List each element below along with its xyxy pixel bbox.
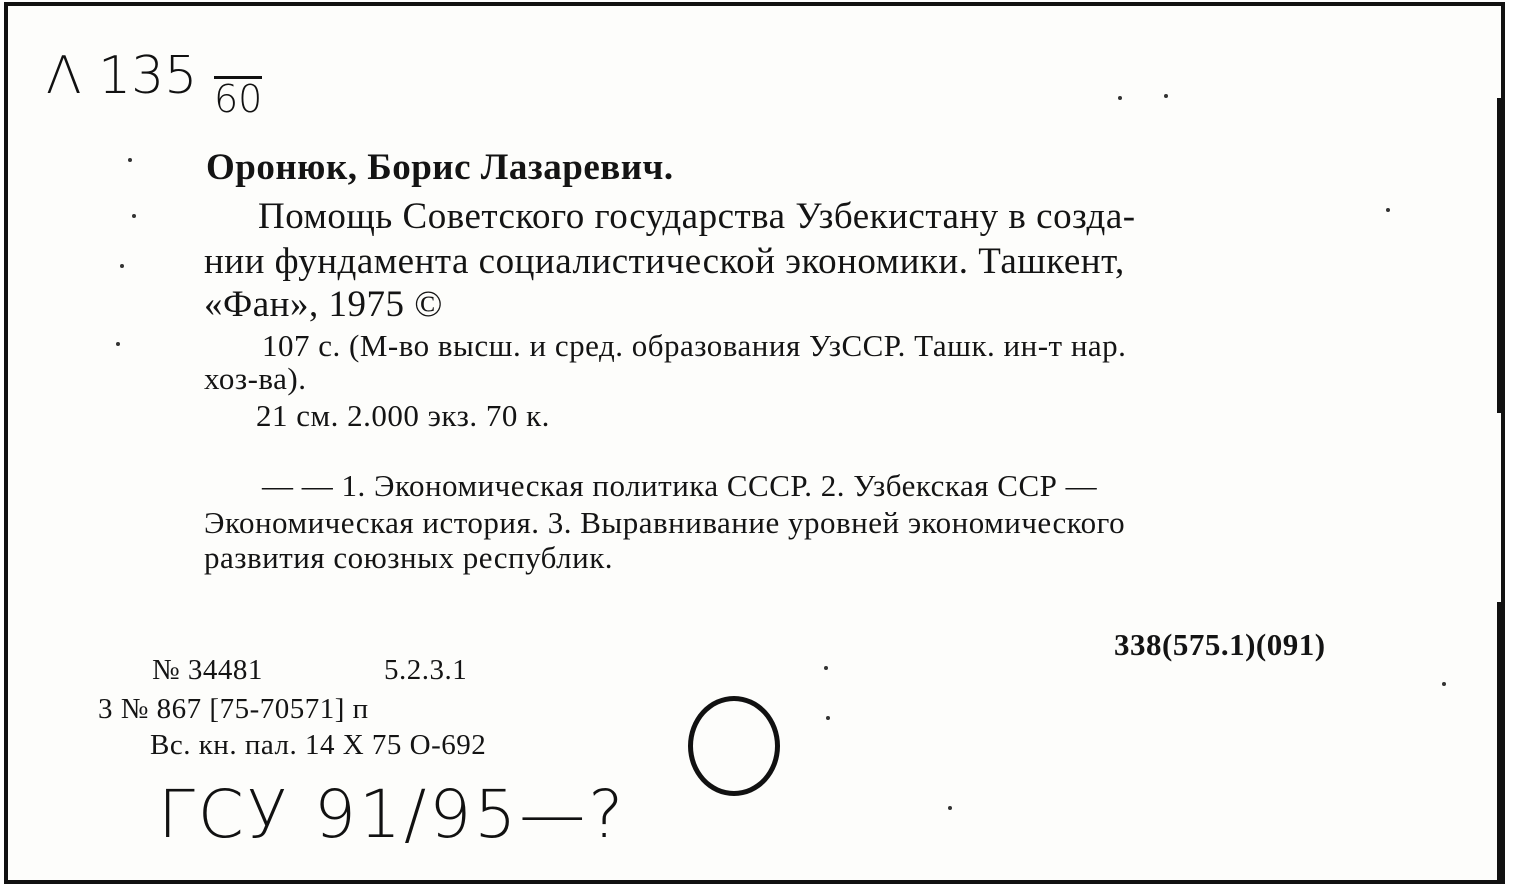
card-edge-mark-top <box>1497 98 1502 413</box>
subject-line-3: развития союзных республик. <box>204 540 614 575</box>
speck <box>128 158 132 162</box>
title-line-2: нии фундамента социалистической экономики. Ташкент, <box>204 241 1125 282</box>
catalog-card <box>4 2 1505 884</box>
record-number: № 34481 <box>152 654 263 686</box>
author-heading: Оронюк, Борис Лазаревич. <box>206 147 674 188</box>
title-line-3: «Фан», 1975 © <box>204 284 443 325</box>
handwritten-note <box>158 776 626 853</box>
shelfmark-fraction <box>214 76 262 119</box>
record-code: 5.2.3.1 <box>384 654 468 686</box>
subject-line-2: Экономическая история. 3. Выравнивание уровней экономического <box>204 505 1126 540</box>
stamp-circle <box>688 696 780 796</box>
speck <box>826 716 830 720</box>
classification-code: 338(575.1)(091) <box>1114 627 1326 662</box>
card-edge-mark-bottom <box>1497 602 1502 882</box>
speck <box>1386 208 1390 212</box>
speck <box>120 264 124 268</box>
shelfmark-fraction-value: 60 <box>214 77 263 121</box>
print-line: Вс. кн. пал. 14 X 75 О-692 <box>150 729 487 761</box>
shelfmark <box>46 46 197 106</box>
speck <box>1442 682 1446 686</box>
speck <box>132 214 136 218</box>
handwritten-note-text: ГСУ 91/95—? <box>158 776 627 853</box>
speck <box>116 342 120 346</box>
speck <box>1118 96 1122 100</box>
title-line-1: Помощь Советского государства Узбекистану в созда- <box>258 196 1136 237</box>
subject-line-1: — — 1. Экономическая политика СССР. 2. Узбекская ССР — <box>262 468 1098 503</box>
speck <box>948 806 952 810</box>
shelfmark-number: Λ 135 <box>46 46 198 106</box>
physical-line-3: 21 см. 2.000 экз. 70 к. <box>256 398 550 433</box>
speck <box>824 666 828 670</box>
physical-line-2: хоз-ва). <box>204 361 307 396</box>
speck <box>1164 94 1168 98</box>
order-line: 3 № 867 [75-70571] п <box>98 693 369 725</box>
physical-line-1: 107 с. (М-во высш. и сред. образования УзССР. Ташк. ин-т нар. <box>262 328 1127 363</box>
